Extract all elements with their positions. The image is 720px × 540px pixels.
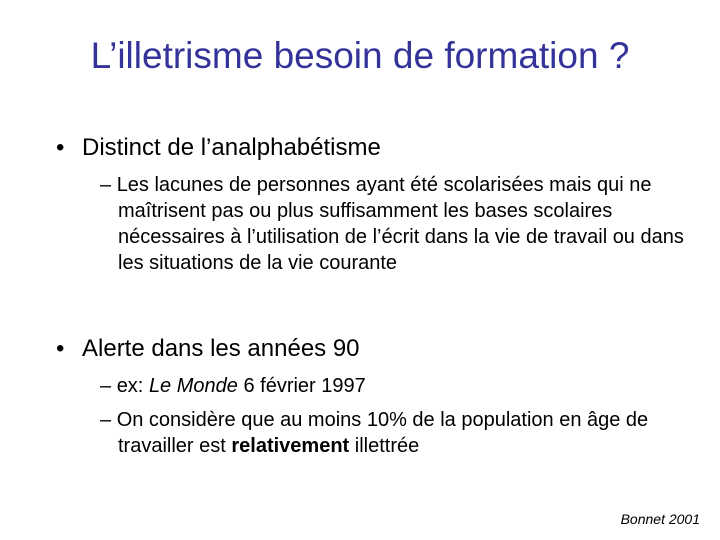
example-prefix: ex: [116,375,149,397]
sub-bullet-statistic [100,407,708,459]
source-credit: Bonnet 2001 [620,511,700,527]
sub-bullet-text: Les lacunes de personnes ayant été scolarisées mais qui ne maîtrisent pas ou plus suffisamment les bases scolaires nécessaires à l’utilisation de l’écrit dans la vie de travail ou dans les situations de la vie courante [116,174,684,274]
sub-bullet-example [100,373,708,399]
bullet-label: Distinct de l’analphabétisme [82,134,381,161]
sub-bullet-definition [100,172,708,276]
slide-title: L’illetrisme besoin de formation ? [90,35,630,76]
statistic-text: On considère que au moins 10% de la population en âge de travailler est [116,409,649,457]
bullet-alerte [56,334,360,364]
sub-marker: – [100,375,112,397]
bullet-label: Alerte dans les années 90 [82,335,360,362]
sub-marker: – [100,174,112,196]
emphasis-text: relativement [231,435,350,457]
sub-marker: – [100,409,112,431]
newspaper-name: Le Monde [148,375,238,397]
bullet-marker: • [56,134,65,161]
example-date: 6 février 1997 [237,375,366,397]
bullet-marker: • [56,335,65,362]
bullet-distinct [56,133,381,163]
statistic-end: illettrée [349,435,420,457]
